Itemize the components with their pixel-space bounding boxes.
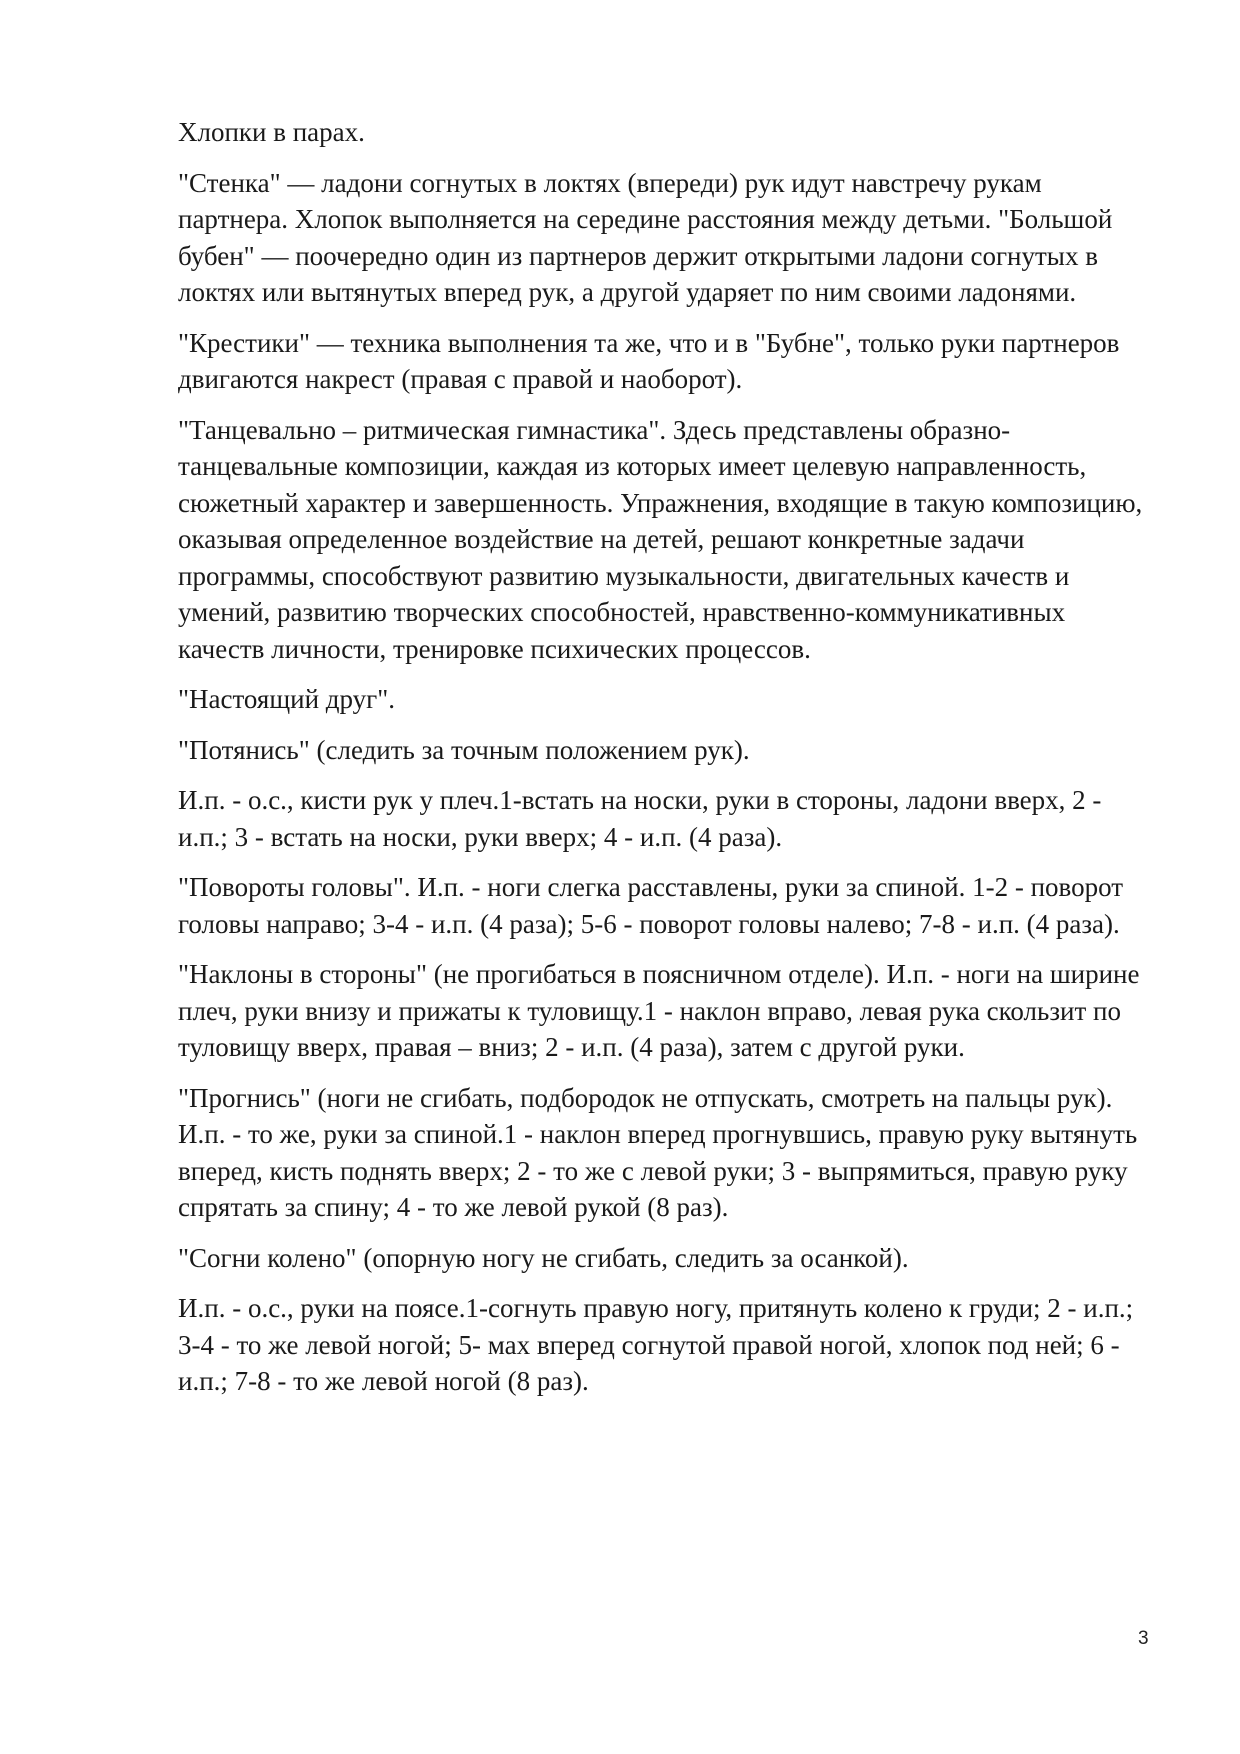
paragraph: "Потянись" (следить за точным положением рук). [178,734,750,765]
paragraph: "Наклоны в стороны" (не прогибаться в поясничном отделе). И.п. - ноги на ширине плеч, руки внизу и прижаты к туловищу.1 - наклон вправо, левая рука скользит по туловищу вверх, правая – вниз; 2 - и.п. (4 раза), затем с другой руки. [178,959,1140,1062]
paragraph: "Согни колено" (опорную ногу не сгибать, следить за осанкой). [178,1242,909,1273]
paragraph: Хлопки в парах. [178,117,365,147]
paragraph: "Повороты головы". И.п. - ноги слегка расставлены, руки за спиной. 1-2 - поворот головы направо; 3-4 - и.п. (4 раза); 5-6 - поворот головы налево; 7-8 - и.п. (4 раза). [178,872,1124,939]
paragraph: "Стенка" — ладони согнутых в локтях (впереди) рук идут навстречу рукам партнера. Хлопок выполняется на середине расстояния между детьми. "Большой бубен" — поочередно один из партнеров держит открытыми ладони согнутых в локтях или вытянутых вперед рук, а другой ударяет по ним своими ладонями. [178,167,1113,307]
paragraph: "Прогнись" (ноги не сгибать, подбородок не отпускать, смотреть на пальцы рук). И.п. - то же, руки за спиной.1 - наклон вперед прогнувшись, правую руку вытянуть вперед, кисть поднять вверх; 2 - то же с левой руки; 3 - выпрямиться, правую руку спрятать за спину; 4 - то же левой рукой (8 раз). [178,1082,1138,1222]
page-number: 3 [1138,1628,1149,1649]
paragraph: И.п. - о.с., кисти рук у плеч.1-встать на носки, руки в стороны, ладони вверх, 2 - и.п.; 3 - встать на носки, руки вверх; 4 - и.п. (4 раза). [178,785,1102,852]
paragraph: "Настоящий друг". [178,684,396,714]
paragraph: И.п. - о.с., руки на поясе.1-согнуть правую ногу, притянуть колено к груди; 2 - и.п.; 3-4 - то же левой ногой; 5- мах вперед согнутой правой ногой, хлопок под ней; 6 - и.п.; 7-8 - то же левой ногой (8 раз). [178,1293,1134,1396]
paragraph: "Танцевально – ритмическая гимнастика". Здесь представлены образно-танцевальные композиции, каждая из которых имеет целевую направленность, сюжетный характер и завершенность. Упражнения, входящие в такую композицию, оказывая определенное воздействие на детей, решают конкретные задачи программы, способствуют развитию музыкальности, двигательных качеств и умений, развитию творческих способностей, нравственно-коммуникативных качеств личности, тренировке психических процессов. [178,414,1143,664]
paragraph: "Крестики" — техника выполнения та же, что и в "Бубне", только руки партнеров двигаются накрест (правая с правой и наоборот). [178,327,1120,394]
document-body [178,114,1158,1414]
